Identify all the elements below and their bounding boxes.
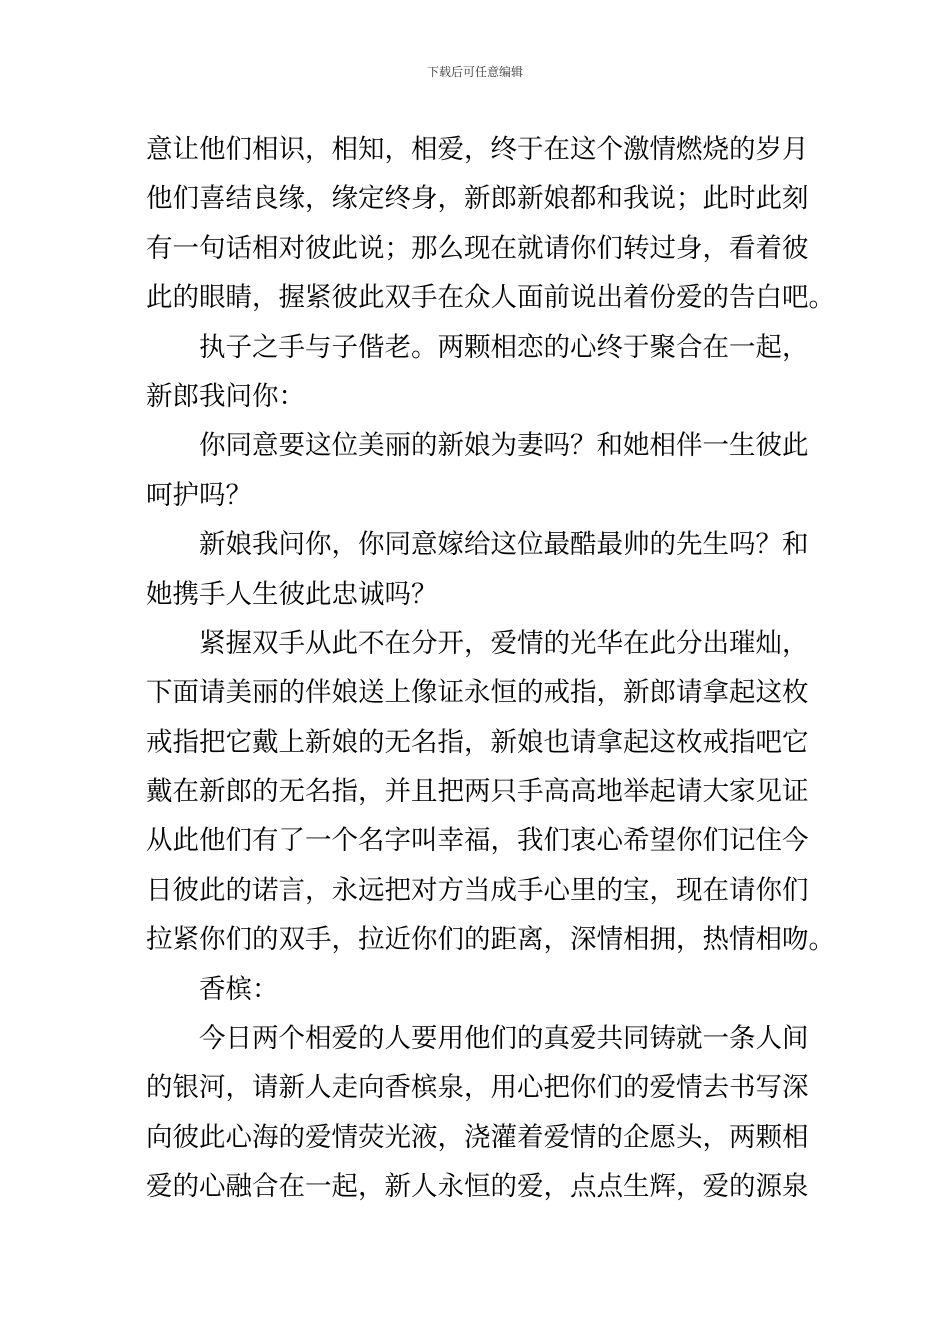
paragraph-start-line: 执子之手与子偕老。两颗相恋的心终于聚合在一起， bbox=[199, 331, 809, 363]
text-line: 下面请美丽的伴娘送上像证永恒的戒指，新郎请拿起这枚 bbox=[146, 677, 809, 709]
text-line: 戒指把它戴上新娘的无名指，新娘也请拿起这枚戒指吧它 bbox=[146, 726, 809, 758]
text-line: 拉紧你们的双手，拉近你们的距离，深情相拥，热情相吻。 bbox=[146, 924, 835, 956]
text-line: 此的眼睛，握紧彼此双手在众人面前说出着份爱的告白吧。 bbox=[146, 282, 835, 314]
text-line: 日彼此的诺言，永远把对方当成手心里的宝，现在请你们 bbox=[146, 874, 809, 906]
paragraph-start-line: 紧握双手从此不在分开，爱情的光华在此分出璀灿， bbox=[199, 627, 809, 659]
text-line: 向彼此心海的爱情荧光液，浇灌着爱情的企愿头，两颗相 bbox=[146, 1121, 809, 1153]
document-body bbox=[146, 125, 835, 1212]
section-heading-line: 香槟： bbox=[199, 973, 279, 1005]
paragraph-start-line: 你同意要这位美丽的新娘为妻吗？和她相伴一生彼此 bbox=[199, 430, 809, 462]
text-line: 爱的心融合在一起，新人永恒的爱，点点生辉，爱的源泉 bbox=[146, 1171, 809, 1203]
text-line: 她携手人生彼此忠诚吗？ bbox=[146, 578, 438, 610]
text-line: 意让他们相识，相知，相爱，终于在这个激情燃烧的岁月 bbox=[146, 134, 809, 165]
text-line: 从此他们有了一个名字叫幸福，我们衷心希望你们记住今 bbox=[146, 825, 809, 857]
text-line: 新郎我问你： bbox=[146, 380, 305, 412]
text-line: 的银河，请新人走向香槟泉，用心把你们的爱情去书写深 bbox=[146, 1072, 809, 1104]
paragraph-start-line: 今日两个相爱的人要用他们的真爱共同铸就一条人间 bbox=[199, 1023, 809, 1055]
page-header: 下载后可任意编辑 bbox=[426, 65, 523, 79]
paragraph-start-line: 新娘我问你，你同意嫁给这位最酷最帅的先生吗？和 bbox=[199, 529, 809, 561]
text-line: 呵护吗？ bbox=[146, 479, 252, 511]
text-line: 他们喜结良缘，缘定终身，新郎新娘都和我说；此时此刻 bbox=[146, 183, 809, 215]
text-line: 戴在新郎的无名指，并且把两只手高高地举起请大家见证 bbox=[146, 776, 809, 808]
text-line: 有一句话相对彼此说；那么现在就请你们转过身，看着彼 bbox=[146, 232, 809, 264]
